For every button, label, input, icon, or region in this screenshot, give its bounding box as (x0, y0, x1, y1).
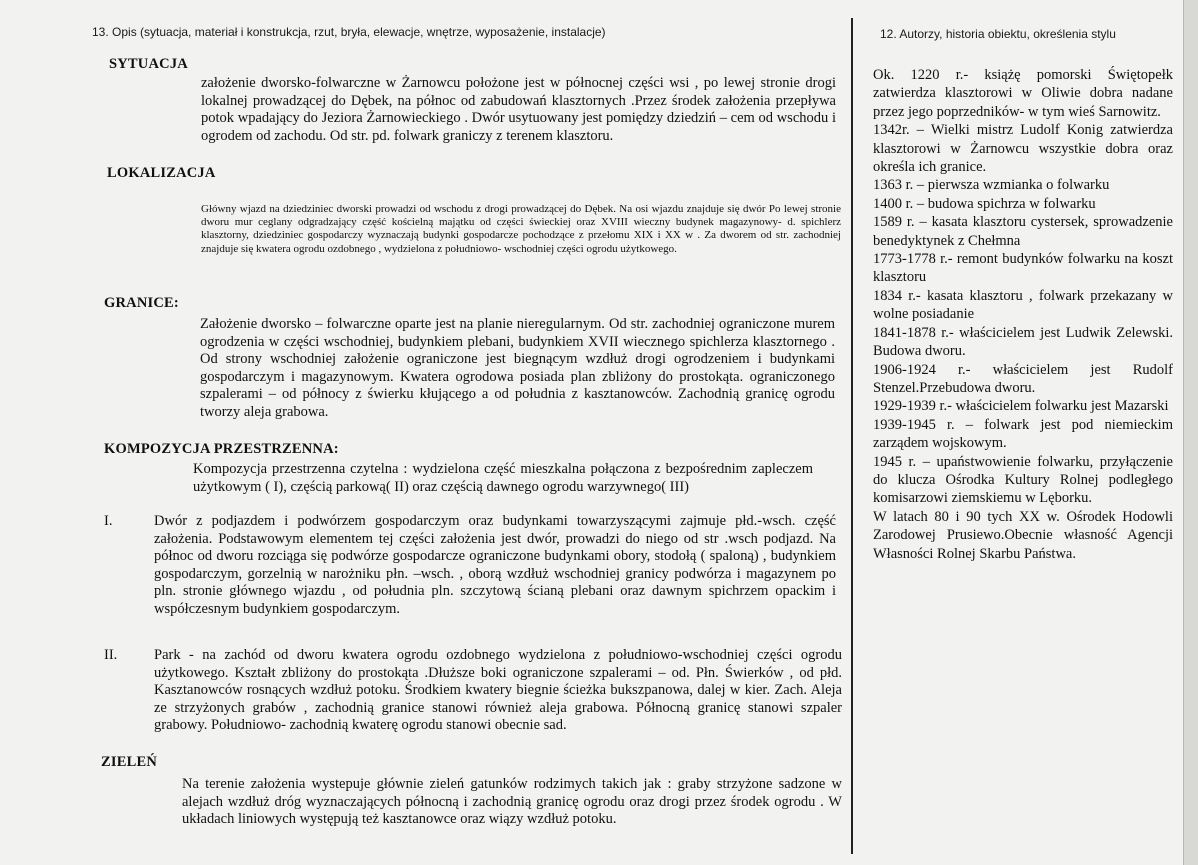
history-entry: 1363 r. – pierwsza wzmianka o folwarku (873, 177, 1110, 194)
heading-granice: GRANICE: (104, 295, 179, 311)
heading-lokalizacja: LOKALIZACJA (107, 165, 216, 181)
heading-kompozycja: KOMPOZYCJA PRZESTRZENNA: (104, 441, 339, 457)
page-edge (1183, 0, 1198, 865)
history-entry: 1589 r. – kasata klasztoru cystersek, sprowadzenie benedyktynek z Chełmna (873, 214, 1173, 249)
history-entry: 1945 r. – upaństwowienie folwarku, przyłączenie do klucza Ośrodka Kultury Rolnej podległego komisarzowi ziemskiemu w Lęborku. (873, 453, 1173, 507)
history-entry: 1929-1939 r.- właścicielem folwarku jest Mazarski (873, 398, 1169, 415)
text-item-1: Dwór z podjazdem i podwórzem gospodarczym oraz budynkami towarzyszącymi zajmuje płd.-wsch. część założenia. Podstawowym elementem tej części założenia jest dwór, prowadzi do niego od str .wsch podjazd. Na północ od dworu rozciąga się podwórze gospodarcze ograniczone budynkami obory, stodołą ( spaloną) , budynkiem gospodarczym, gorzelnią w narożniku płn. –wsch. , oborą wzdłuż wschodniej granicy podwórza i magazynem po pln. stronie głównego wjazdu , od południa pln. szczytową ścianą plebani oraz dawnym spichrzem opackim i współczesnym budynkiem gospodarczym. (154, 513, 836, 617)
history-entry: 1834 r.- kasata klasztoru , folwark przekazany w wolne posiadanie (873, 287, 1173, 323)
history-entry: Ok. 1220 r.- książę pomorski Świętopełk zatwierdza klasztorowi w Oliwie dobra nadane przez jego poprzedników- w tym wieś Sarnowitz. (873, 67, 1173, 120)
left-column-header: 13. Opis (sytuacja, materiał i konstrukcja, rzut, bryła, elewacje, wnętrze, wyposażenie, instalacje) (92, 25, 606, 39)
text-kompozycja: Kompozycja przestrzenna czytelna : wydzielona część mieszkalna połączona z bezpośrednim zapleczem użytkowym ( I), częścią parkową( II) oraz częścią dawnego ogrodu warzywnego( III) (193, 461, 813, 495)
item-numeral-2: II. (104, 647, 118, 663)
item-numeral-1: I. (104, 513, 113, 529)
text-granice: Założenie dworsko – folwarczne oparte jest na planie nieregularnym. Od str. zachodniej ograniczone murem ogrodzenia w części wschodniej, budynkiem plebani, budynkiem XVII wiecznego spichlerza klasztornego . Od strony wschodniej założenie ograniczone jest biegnącym wzdłuż drogi ogrodzeniem i budynkami gospodarczym i magazynowym. Kwatera ogrodowa posiada plan zbliżony do prostokąta. ograniczonego szpalerami – od północy z świerku kłującego a od południa z kasztanowców. Zachodnią granicę ogrodu tworzy aleja grabowa. (200, 316, 835, 420)
history-entry: 1342r. – Wielki mistrz Ludolf Konig zatwierdza klasztorowi w Żarnowcu wszystkie dobra oraz określa ich granice. (873, 122, 1173, 176)
right-column-header: 12. Autorzy, historia obiektu, określenia stylu (880, 27, 1116, 41)
text-zielen: Na terenie założenia wystepuje głównie zieleń gatunków rodzimych takich jak : graby strzyżone sadzone w alejach wzdłuż dróg wyznaczających północną i zachodnią granicę ogrodu oraz drogi przez środek ogrodu . W układach liniowych występują też kasztanowce oraz wiązy wzdłuż potoku. (182, 776, 842, 828)
heading-zielen: ZIELEŃ (101, 754, 157, 770)
history-entry: 1939-1945 r. – folwark jest pod niemieckim zarządem wojskowym. (873, 416, 1173, 452)
history-column (873, 66, 1173, 563)
history-entry: 1906-1924 r.- właścicielem jest Rudolf Stenzel.Przebudowa dworu. (873, 361, 1173, 396)
history-entry: W latach 80 i 90 tych XX w. Ośrodek Hodowli Zarodowej Prusiewo.Obecnie własność Agencji Własności Rolnej Skarbu Państwa. (873, 508, 1173, 562)
history-entry: 1841-1878 r.- właścicielem jest Ludwik Zelewski. Budowa dworu. (873, 324, 1173, 360)
history-entry: 1400 r. – budowa spichrza w folwarku (873, 195, 1096, 212)
text-item-2: Park - na zachód od dworu kwatera ogrodu ozdobnego wydzielona z południowo-wschodniej części ogrodu użytkowego. Kształt zbliżony do prostokąta .Dłuższe boki ograniczone szpalerami – od. Płn. Świerków , od płd. Kasztanowców rosnących wzdłuż potoku. Środkiem kwatery biegnie ścieżka bukszpanowa, dalej w kier. Zach. Aleja ze strzyżonych grabów , zachodnią granice stanowi również aleja grabowa. Północną granicę stanowi szpaler grabowy. Południowo- zachodnią kwaterę ogrodu stanowi obecnie sad. (154, 647, 842, 734)
text-sytuacja: założenie dworsko-folwarczne w Żarnowcu położone jest w północnej części wsi , po lewej stronie drogi lokalnej prowadzącej do Dębek, na północ od zabudowań klasztornych .Przez środek założenia przepływa potok wpadający do Jeziora Żarnowieckiego . Dwór usytuowany jest pomiędzy dziedziń – cem od wschodu i ogrodem od zachodu. Od str. pd. folwark graniczy z terenem klasztoru. (201, 75, 836, 144)
history-entry: 1773-1778 r.- remont budynków folwarku na koszt klasztoru (873, 251, 1173, 286)
column-divider (851, 18, 853, 854)
heading-sytuacja: SYTUACJA (109, 56, 188, 72)
text-lokalizacja: Główny wjazd na dziedziniec dworski prowadzi od wschodu z drogi prowadzącej do Dębek. Na osi wjazdu znajduje się dwór Po lewej stronie dworu mur ceglany odgradzający część kościelną majątku od części świeckiej oraz XVIII wieczny budynek magazynowy- d. spichlerz klasztorny, dziedziniec gospodarczy wyznaczają budynki gospodarcze pochodzące z przełomu XIX i XX w . Za dworem od str. zachodniej znajduje się kwatera ogrodu ozdobnego , wydzielona z południowo- wschodniej części ogrodu użytkowego. (201, 203, 841, 255)
